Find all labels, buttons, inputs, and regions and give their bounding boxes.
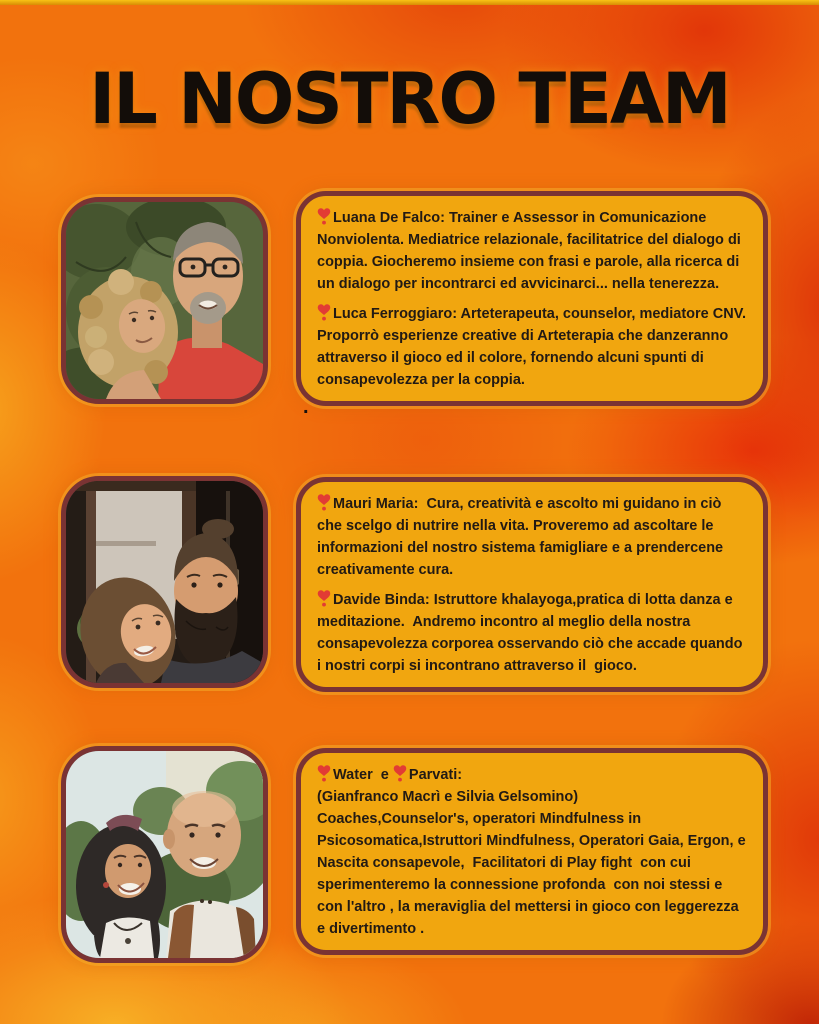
team-card-luana-luca: [296, 191, 768, 406]
bio-text: Coaches,Counselor's, operatori Mindfulness in Psicosomatica,Istruttori Mindfulness, Operatori Gaia, Ergon, e Nascita consapevole, Facilitatori di Play fight con cui sperimenteremo la connessione profonda con noi stessi e con l'altro , la meraviglia del mettersi in gioco con leggerezza e divertimento .: [317, 811, 750, 937]
bio-text: Luana De Falco: Trainer e Assessor in Comunicazione Nonviolenta. Mediatrice relazionale, facilitatrice del dialogo di coppia. Giocheremo insieme con frasi e parole, alla ricerca di un dialogo per incontrarci ed avvicinarci... nella tenerezza.: [317, 210, 745, 292]
couple-outdoor-photo-illustration: [66, 202, 263, 399]
couple-garden-photo-illustration: [66, 751, 263, 958]
bio-water-parvati-subheader: [317, 786, 747, 808]
heart-exclamation-icon: [317, 589, 331, 607]
real-names: (Gianfranco Macrì e Silvia Gelsomino): [317, 789, 579, 805]
bio-water-parvati-body: [317, 808, 750, 940]
bio-water-parvati-header: [317, 764, 747, 786]
name-parvati: Parvati:: [408, 767, 463, 783]
bio-mauri-maria: [317, 493, 747, 581]
name-water: Water e: [333, 767, 393, 783]
team-card-maria-davide: [296, 477, 768, 692]
bio-text: Mauri Maria: Cura, creatività e ascolto mi guidano in ciò che scelgo di nutrire nella vita. Proveremo ad ascoltare le informazioni del nostro sistema famigliare e a prendercene creativamente cura.: [317, 496, 728, 578]
stray-period: .: [303, 396, 309, 418]
heart-exclamation-icon: [317, 493, 331, 511]
heart-exclamation-icon: [317, 764, 331, 782]
team-card-water-parvati: [296, 748, 768, 955]
top-edge-strip: [0, 0, 819, 5]
couple-indoor-photo-illustration: [66, 481, 263, 683]
team-photo-maria-davide: [61, 476, 268, 688]
team-photo-luana-luca: [61, 197, 268, 404]
bio-text: Davide Binda: Istruttore khalayoga,pratica di lotta danza e meditazione. Andremo incontro al meglio della nostra consapevolezza corporea osservando ciò che accade quando i nostri corpi si incontrano attraverso il gioco.: [317, 592, 747, 674]
page-title: IL NOSTRO TEAM: [89, 58, 730, 140]
heart-exclamation-icon: [317, 303, 331, 321]
heart-exclamation-icon: [393, 764, 407, 782]
bio-davide-binda: [317, 589, 747, 677]
bio-text: Luca Ferroggiaro: Arteterapeuta, counselor, mediatore CNV. Proporrò esperienze creative di Arteterapia che danzeranno attraverso il gioco ed il colore, fornendo alcuni spunti di consapevolezza per la coppia.: [317, 306, 751, 388]
team-photo-water-parvati: [61, 746, 268, 963]
heart-exclamation-icon: [317, 207, 331, 225]
bio-luana-de-falco: [317, 207, 747, 295]
bio-luca-ferroggiaro: [317, 303, 751, 391]
